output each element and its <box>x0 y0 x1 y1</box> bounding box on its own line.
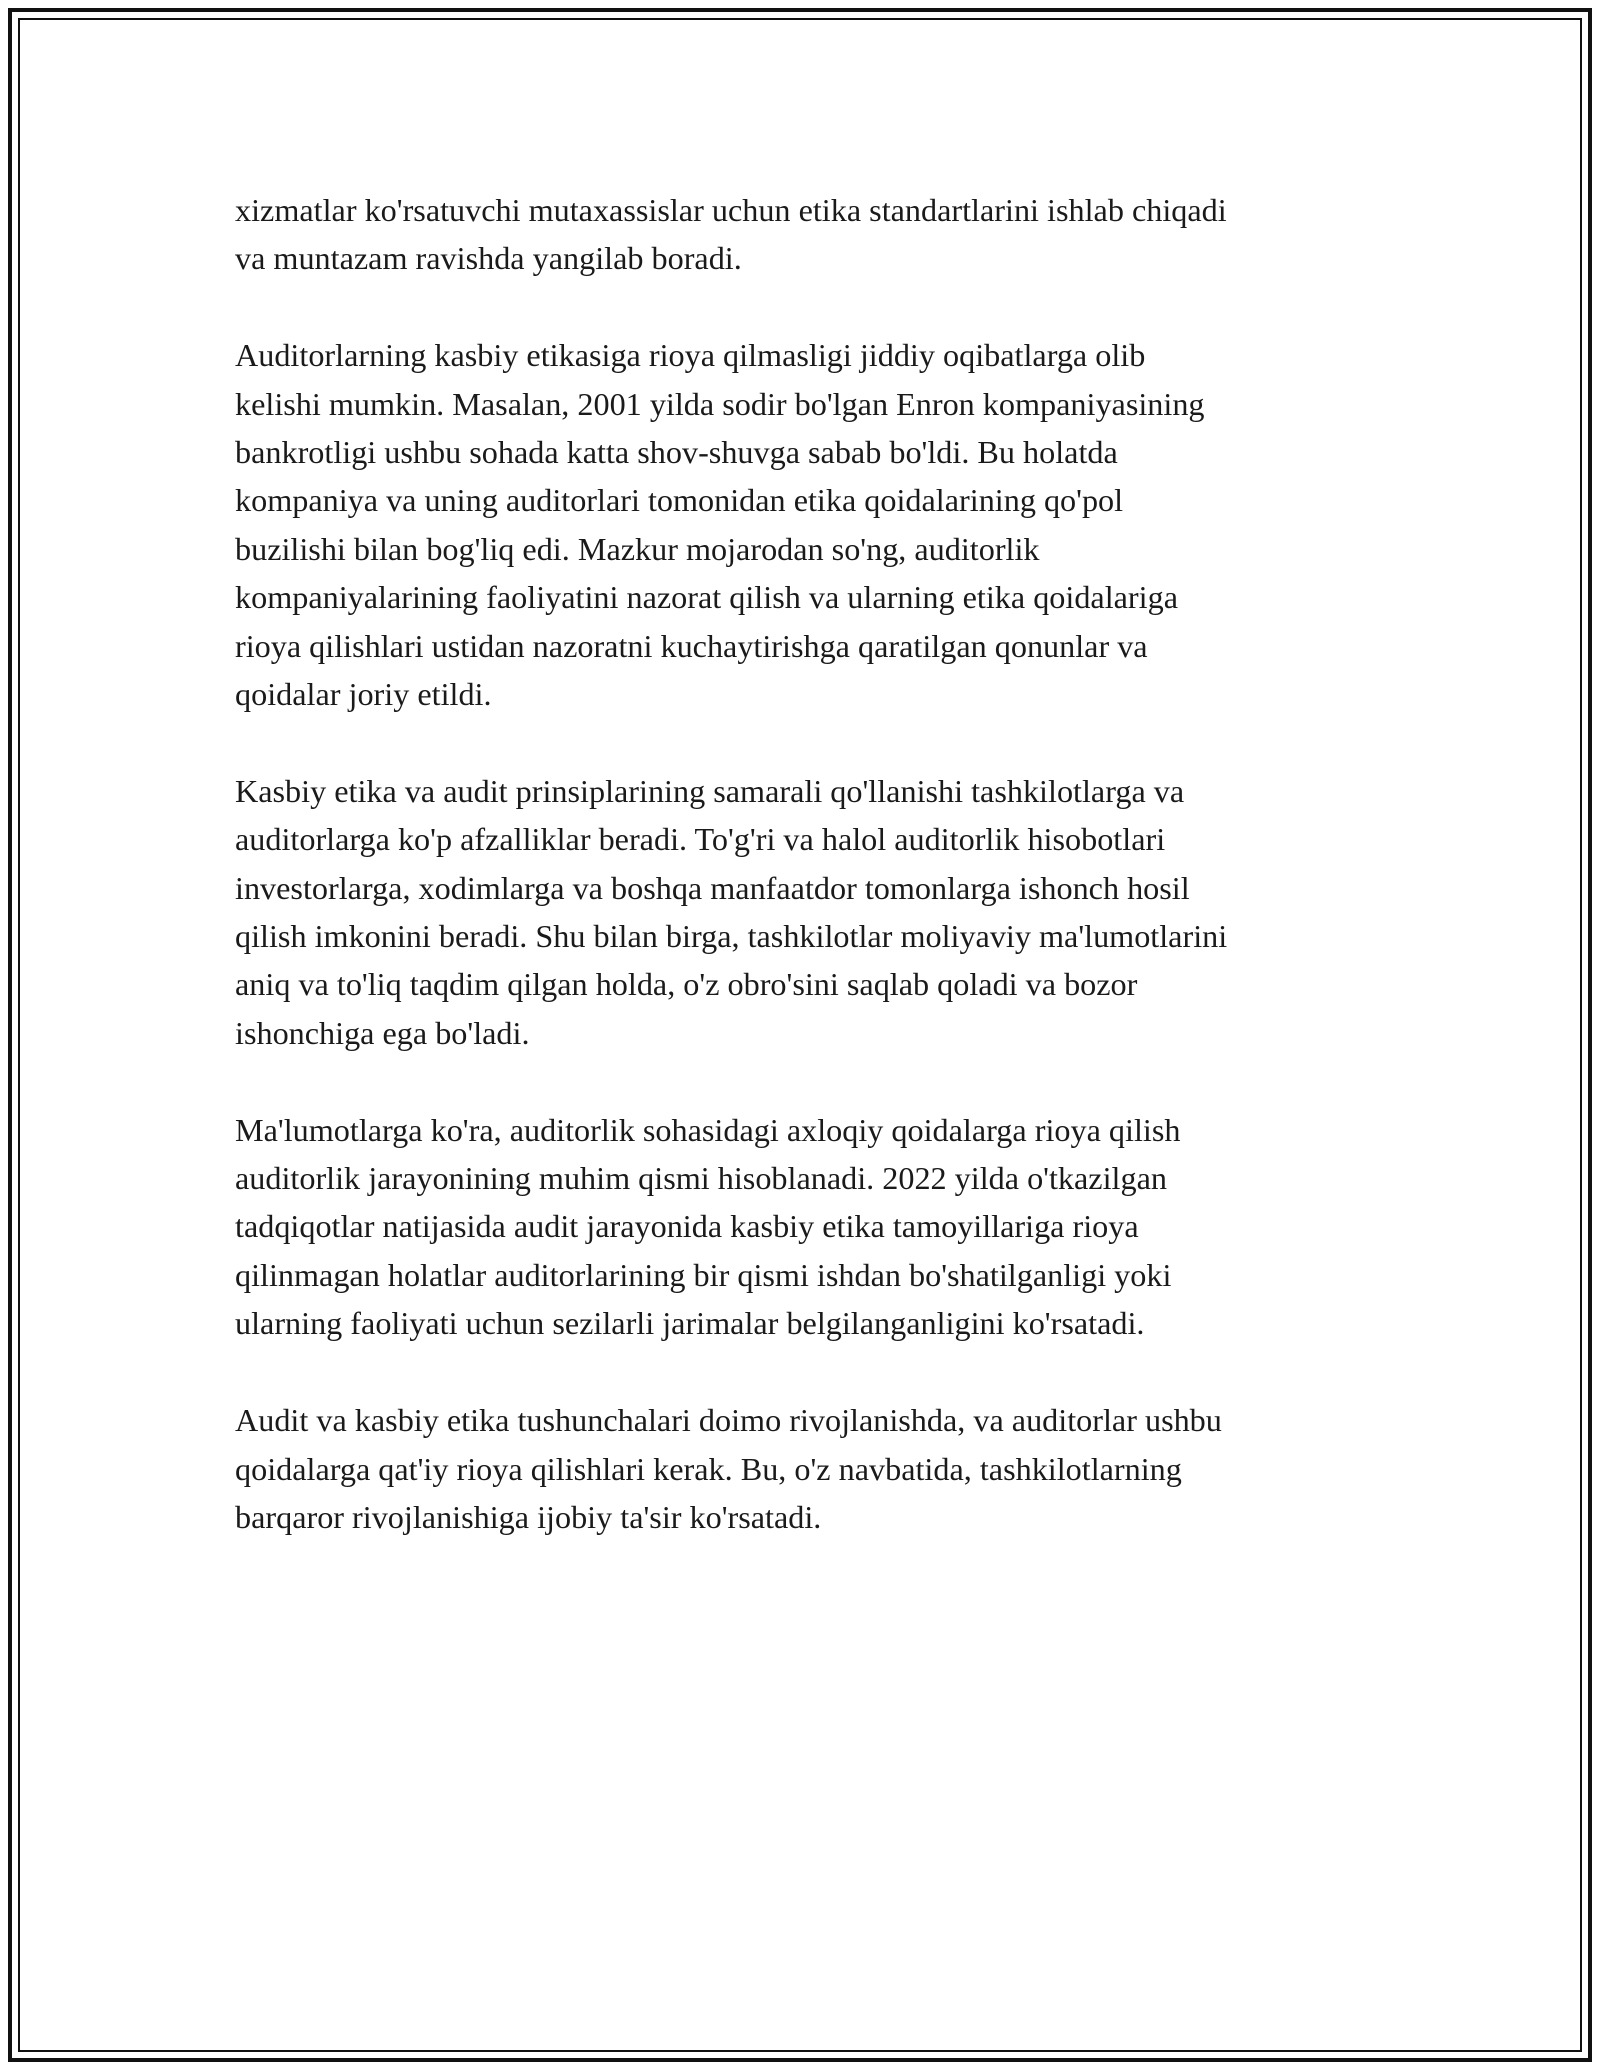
document-body <box>235 186 1390 1590</box>
paragraph-1: xizmatlar ko'rsatuvchi mutaxassislar uchun etika standartlarini ishlab chiqadi va muntazam ravishda yangilab boradi. <box>235 192 1227 277</box>
paragraph-5: Audit va kasbiy etika tushunchalari doimo rivojlanishda, va auditorlar ushbu qoidalarga qat'iy rioya qilishlari kerak. Bu, o'z navbatida, tashkilotlarning barqaror rivojlanishiga ijobiy ta'sir ko'rsatadi. <box>235 1402 1222 1535</box>
paragraph-3: Kasbiy etika va audit prinsiplarining samarali qo'llanishi tashkilotlarga va auditorlarga ko'p afzalliklar beradi. To'g'ri va halol auditorlik hisobotlari investorlarga, xodimlarga va boshqa manfaatdor tomonlarga ishonch hosil qilish imkonini beradi. Shu bilan birga, tashkilotlar moliyaviy ma'lumotlarini aniq va to'liq taqdim qilgan holda, o'z obro'sini saqlab qoladi va bozor ishonchiga ega bo'ladi. <box>235 772 1228 1051</box>
paragraph-4: Ma'lumotlarga ko'ra, auditorlik sohasidagi axloqiy qoidalarga rioya qilish auditorlik jarayonining muhim qismi hisoblanadi. 2022 yilda o'tkazilgan tadqiqotlar natijasida audit jarayonida kasbiy etika tamoyillariga rioya qilinmagan holatlar auditorlarining bir qismi ishdan bo'shatilganligi yoki ularning faoliyati uchun sezilarli jarimalar belgilanganligini ko'rsatadi. <box>235 1111 1181 1342</box>
paragraph-2: Auditorlarning kasbiy etikasiga rioya qilmasligi jiddiy oqibatlarga olib kelishi mumkin. Masalan, 2001 yilda sodir bo'lgan Enron kompaniyasining bankrotligi ushbu sohada katta shov-shuvga sabab bo'ldi. Bu holatda kompaniya va uning auditorlari tomonidan etika qoidalarining qo'pol buzilishi bilan bog'liq edi. Mazkur mojarodan so'ng, auditorlik kompaniyalarining faoliyatini nazorat qilish va ularning etika qoidalariga rioya qilishlari ustidan nazoratni kuchaytirishga qaratilgan qonunlar va qoidalar joriy etildi. <box>235 337 1205 713</box>
